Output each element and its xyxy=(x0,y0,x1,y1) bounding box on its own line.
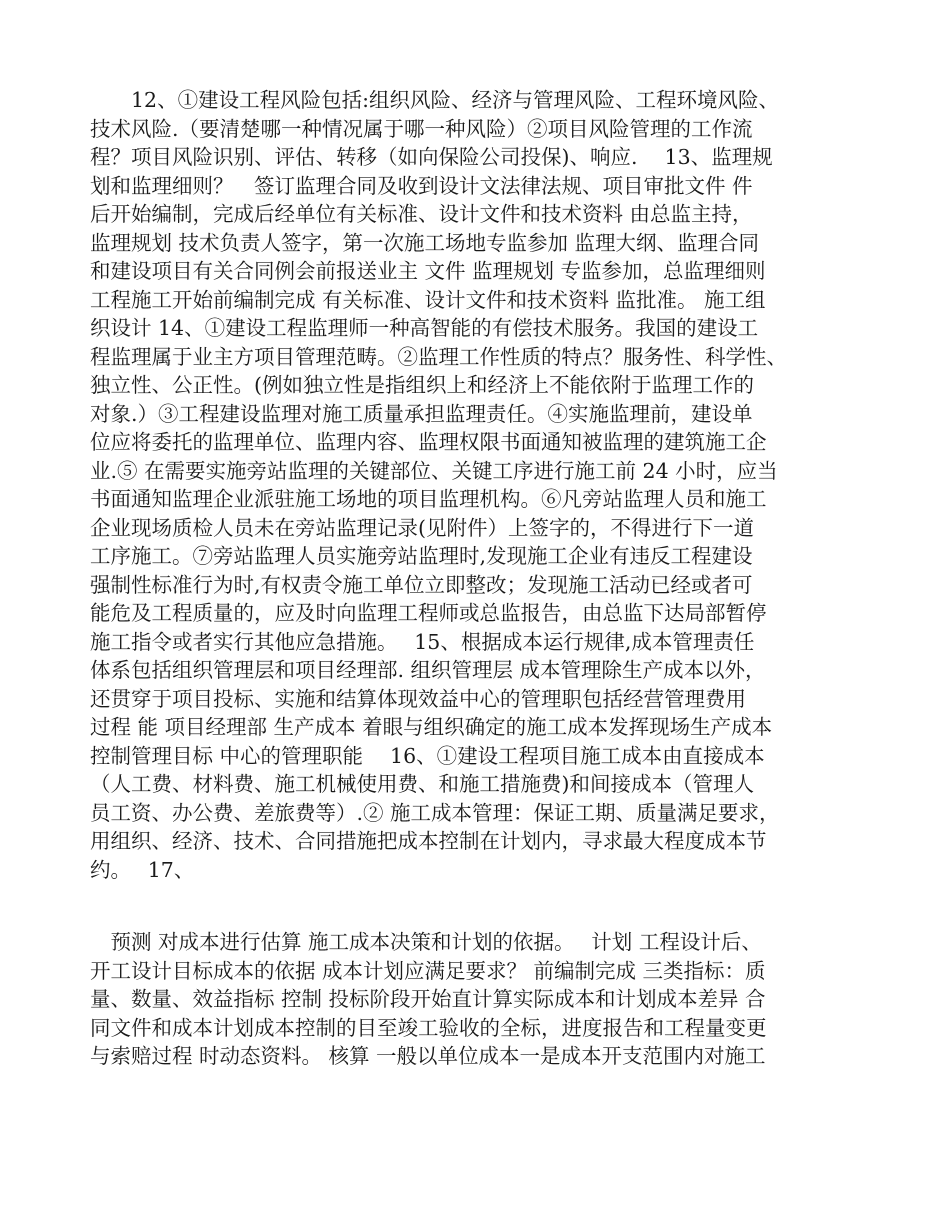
text-line: 位应将委托的监理单位、监理内容、监理权限书面通知被监理的建筑施工企 xyxy=(90,430,767,454)
text-line: 工序施工。⑦旁站监理人员实施旁站监理时,发现施工企业有违反工程建设 xyxy=(90,544,753,568)
text-line: 用组织、经济、技术、合同措施把成本控制在计划内，寻求最大程度成本节 xyxy=(90,829,767,853)
text-line: 监理规划 技术负责人签字，第一次施工场地专监参加 监理大纲、监理合同 xyxy=(90,230,760,255)
paragraph-2 xyxy=(90,928,870,1071)
text-line: 独立性、公正性。(例如独立性是指组织上和经济上不能依附于监理工作的 xyxy=(90,373,754,397)
text-line: 控制管理目标 中心的管理职能 16、①建设工程项目施工成本由直接成本 xyxy=(90,743,765,768)
text-line: 划和监理细则？ 签订监理合同及收到设计文法律法规、项目审批文件 件 xyxy=(90,173,753,198)
text-line: 12、①建设工程风险包括:组织风险、经济与管理风险、工程环境风险、 xyxy=(90,88,779,112)
text-line: 能危及工程质量的，应及时向监理工程师或总监报告，由总监下达局部暂停 xyxy=(90,601,767,625)
text-line: 程监理属于业主方项目管理范畴。②监理工作性质的特点？服务性、科学性、 xyxy=(90,344,787,369)
text-line: 后开始编制，完成后经单位有关标准、设计文件和技术资料 由总监主持， xyxy=(90,202,753,226)
text-line: （人工费、材料费、施工机械使用费、和施工措施费)和间接成本（管理人 xyxy=(90,772,754,796)
text-line: 对象.）③工程建设监理对施工质量承担监理责任。④实施监理前，建设单 xyxy=(90,401,753,426)
text-line: 书面通知监理企业派驻施工场地的项目监理机构。⑥凡旁站监理人员和施工 xyxy=(90,487,767,511)
text-line: 程？项目风险识别、评估、转移（如向保险公司投保)、响应. 13、监理规 xyxy=(90,145,773,169)
text-line: 技术风险.（要清楚哪一种情况属于哪一种风险）②项目风险管理的工作流 xyxy=(90,116,753,141)
text-line: 强制性标准行为时,有权责令施工单位立即整改；发现施工活动已经或者可 xyxy=(90,572,753,597)
text-line: 体系包括组织管理层和项目经理部. 组织管理层 成本管理除生产成本以外， xyxy=(90,658,766,682)
text-line: 业.⑤ 在需要实施旁站监理的关键部位、关键工序进行施工前 24 小时，应当 xyxy=(90,458,778,483)
text-line: 和建设项目有关合同例会前报送业主 文件 监理规划 专监参加，总监理细则 xyxy=(90,259,766,283)
text-line: 员工资、办公费、差旅费等）.② 施工成本管理：保证工期、质量满足要求， xyxy=(90,800,780,825)
text-line: 过程 能 项目经理部 生产成本 着眼与组织确定的施工成本发挥现场生产成本 xyxy=(90,715,773,739)
text-line: 工程施工开始前编制完成 有关标准、设计文件和技术资料 监批准。 施工组 xyxy=(90,287,766,312)
text-line: 织设计 14、①建设工程监理师一种高智能的有偿技术服务。我国的建设工 xyxy=(90,316,759,340)
paragraph-1 xyxy=(90,86,870,884)
text-line: 量、数量、效益指标 控制 投标阶段开始直计算实际成本和计划成本差异 合 xyxy=(90,987,766,1011)
text-line: 企业现场质检人员未在旁站监理记录(见附件）上签字的，不得进行下一道 xyxy=(90,515,754,540)
text-line: 开工设计目标成本的依据 成本计划应满足要求？ 前编制完成 三类指标：质 xyxy=(90,958,766,983)
text-line: 还贯穿于项目投标、实施和结算体现效益中心的管理职包括经营管理费用 xyxy=(90,686,746,711)
text-line: 同文件和成本计划成本控制的目至竣工验收的全标，进度报告和工程量变更 xyxy=(90,1015,767,1040)
text-line: 预测 对成本进行估算 施工成本决策和计划的依据。 计划 工程设计后、 xyxy=(90,930,762,954)
text-line: 与索赔过程 时动态资料。 核算 一般以单位成本一是成本开支范围内对施工 xyxy=(90,1044,766,1068)
text-line: 施工指令或者实行其他应急措施。 15、根据成本运行规律,成本管理责任 xyxy=(90,629,755,654)
text-line: 约。 17、 xyxy=(90,857,195,882)
